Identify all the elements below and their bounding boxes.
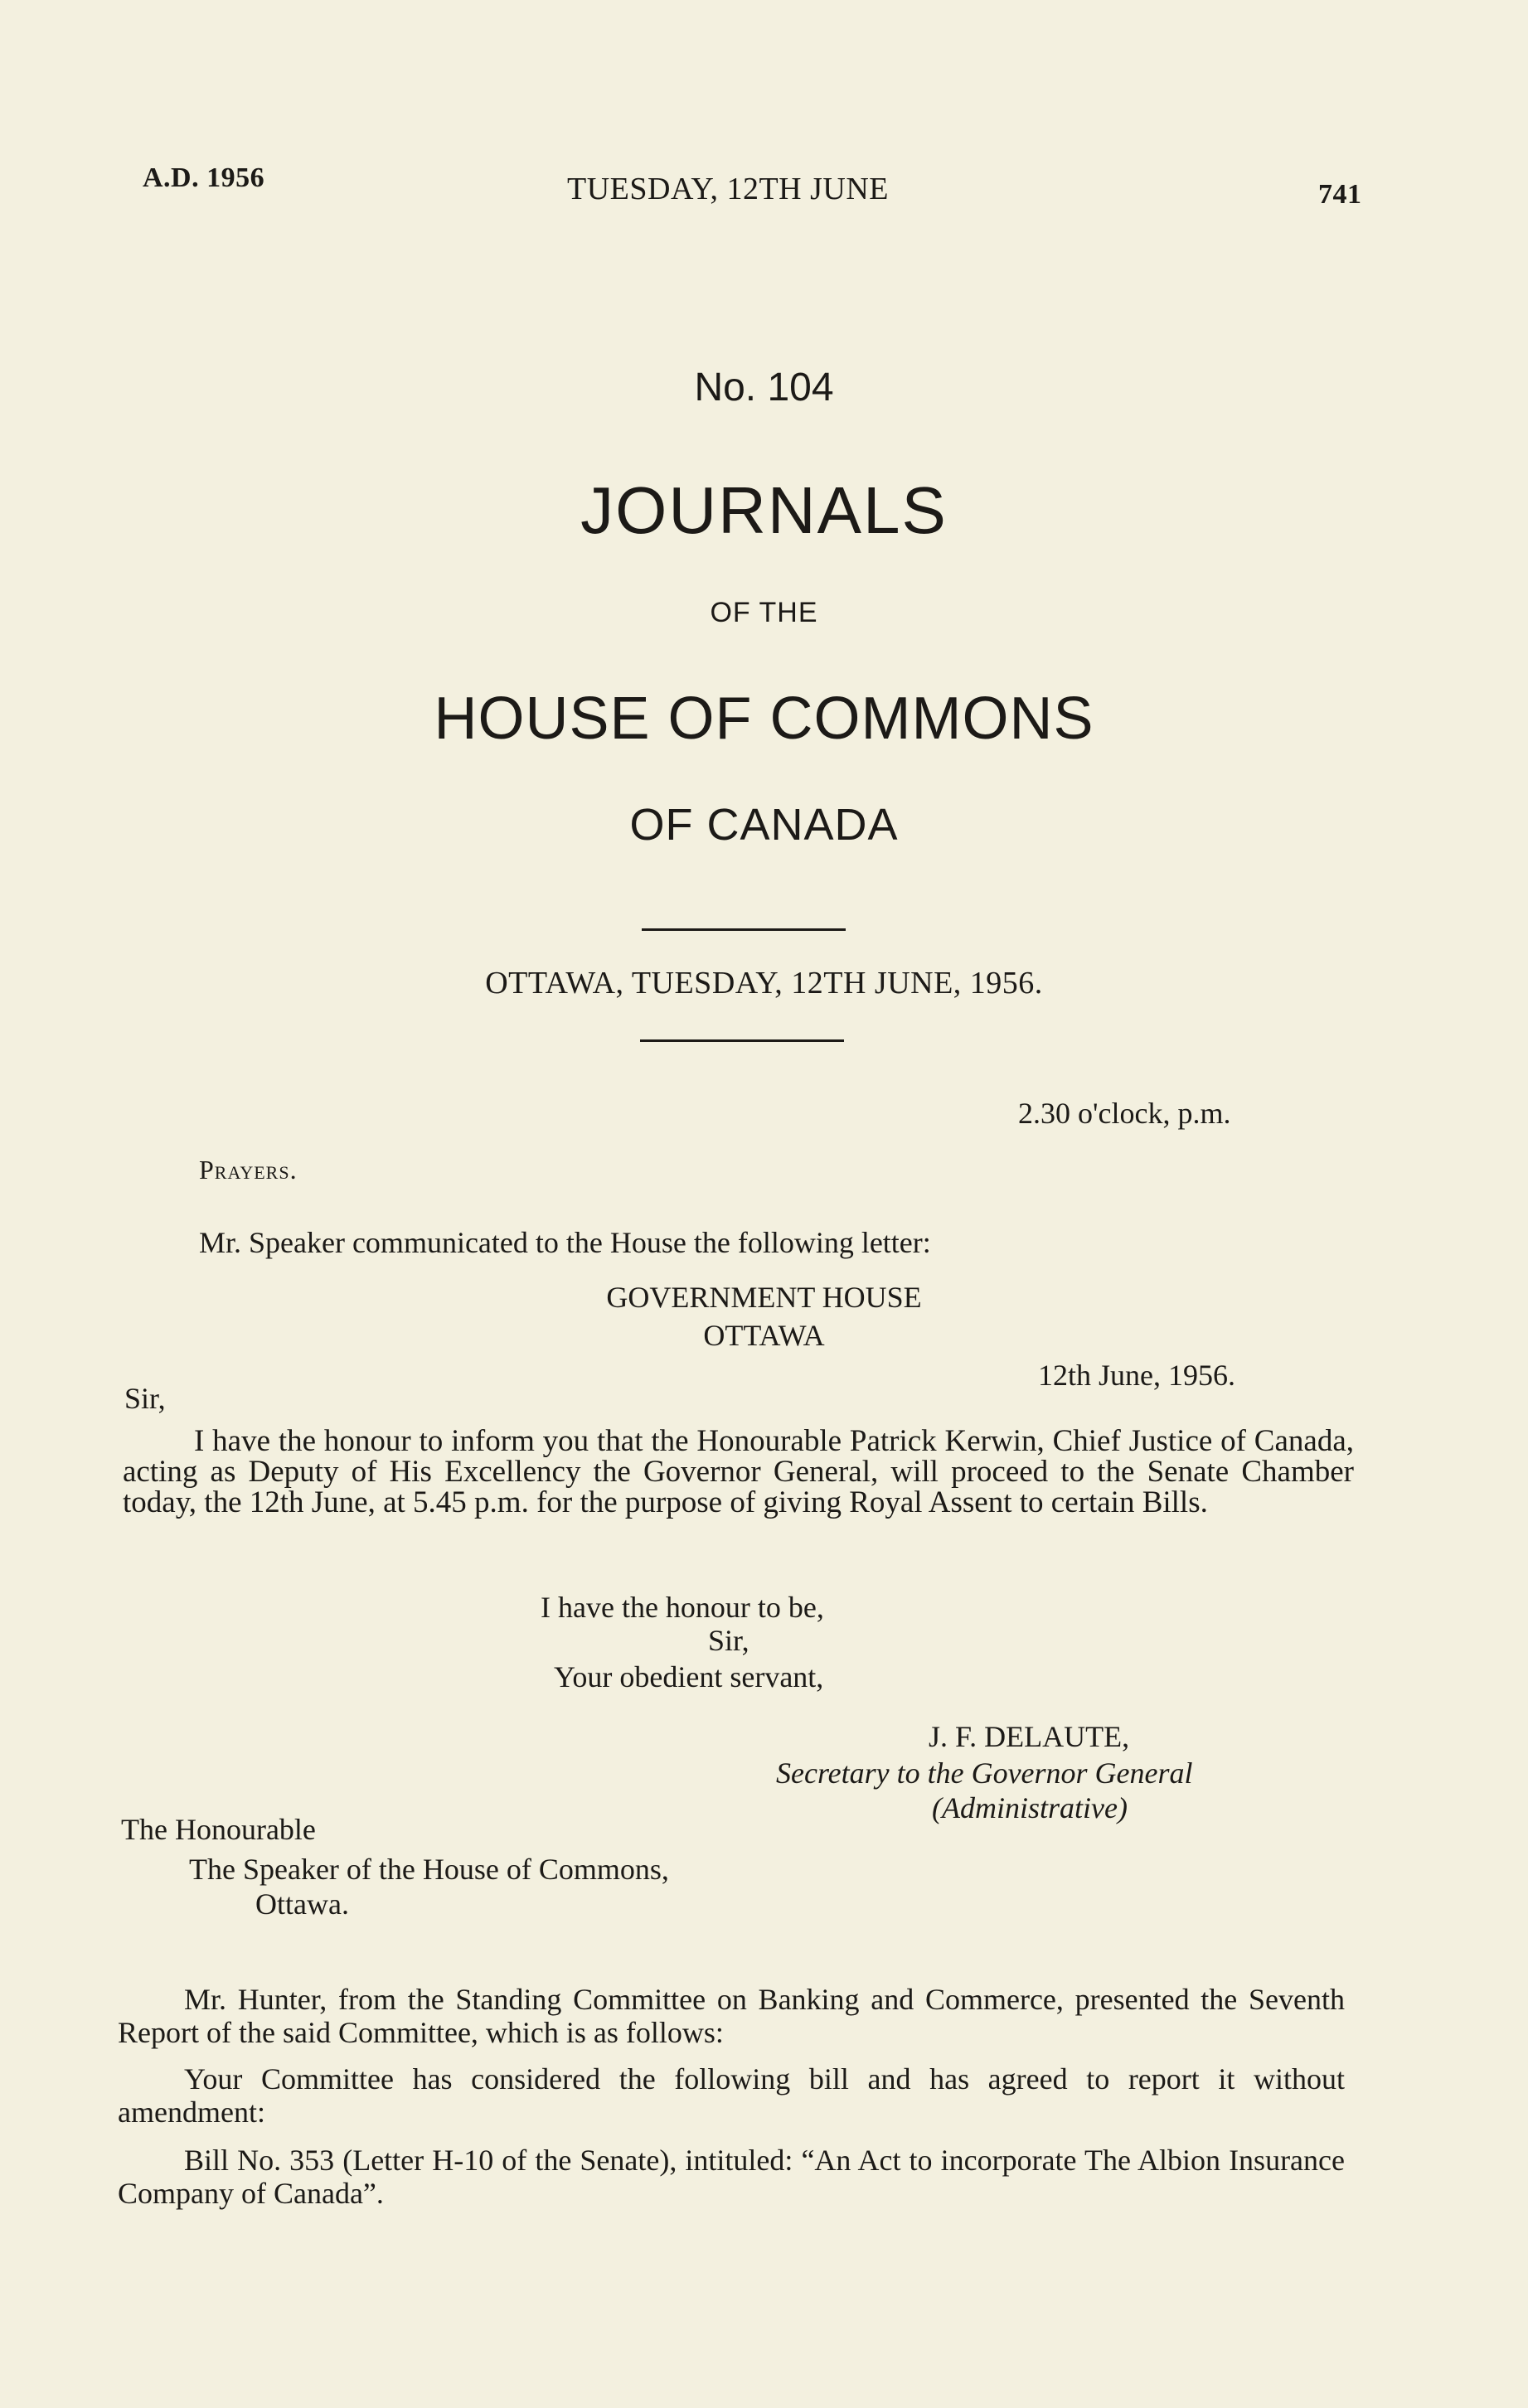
report-paragraph-3 — [118, 2144, 1345, 2210]
letter-closing-3: Your obedient servant, — [554, 1660, 824, 1693]
sitting-time: 2.30 o'clock, p.m. — [1018, 1097, 1231, 1130]
signature-title: Secretary to the Governor General — [776, 1756, 1193, 1790]
letter-salutation: Sir, — [124, 1382, 166, 1415]
letter-date: 12th June, 1956. — [1038, 1359, 1235, 1392]
addressee-line-3: Ottawa. — [255, 1887, 349, 1921]
letter-closing-1: I have the honour to be, — [541, 1591, 824, 1624]
addressee-line-1: The Honourable — [121, 1813, 316, 1846]
report-paragraph-2 — [118, 2062, 1345, 2129]
prayers-label: Prayers. — [199, 1155, 298, 1185]
report-paragraph-1-text: Mr. Hunter, from the Standing Committee on Banking and Commerce, presented the Seventh Report of the said Committee, which is as follows: — [118, 1983, 1345, 2049]
dateline: OTTAWA, TUESDAY, 12TH JUNE, 1956. — [485, 966, 1043, 1001]
of-the-label: OF THE — [710, 597, 818, 628]
journal-number: No. 104 — [694, 366, 834, 409]
letter-heading-ottawa: OTTAWA — [703, 1319, 825, 1352]
speaker-intro: Mr. Speaker communicated to the House the following letter: — [199, 1226, 931, 1259]
letter-heading-government-house: GOVERNMENT HOUSE — [606, 1281, 922, 1314]
report-paragraph-1 — [118, 1983, 1345, 2049]
letter-body-text: I have the honour to inform you that the Honourable Patrick Kerwin, Chief Justice of Canada, acting as Deputy of His Excellency the Governor General, will proceed to the Senate Chamber today, the 12th June, at 5.45 p.m. for the purpose of giving Royal Assent to certain Bills. — [123, 1424, 1354, 1519]
addressee-line-2: The Speaker of the House of Commons, — [189, 1853, 669, 1886]
page-number: 741 — [1318, 179, 1362, 210]
divider-rule-top — [642, 928, 846, 931]
signature-name: J. F. DELAUTE, — [929, 1720, 1130, 1753]
signature-title-administrative: (Administrative) — [932, 1791, 1128, 1824]
report-paragraph-2-text: Your Committee has considered the following bill and has agreed to report it without amendment: — [118, 2062, 1345, 2129]
report-paragraph-3-text: Bill No. 353 (Letter H-10 of the Senate), intituled: “An Act to incorporate The Albion Insurance Company of Canada”. — [118, 2144, 1345, 2210]
house-of-commons-title: HOUSE OF COMMONS — [434, 686, 1094, 752]
divider-rule-bottom — [640, 1039, 844, 1042]
of-canada-title: OF CANADA — [629, 800, 899, 850]
header-year: A.D. 1956 — [143, 162, 265, 193]
letter-body — [123, 1426, 1354, 1518]
letter-closing-2: Sir, — [708, 1624, 749, 1657]
journals-title: JOURNALS — [580, 473, 948, 547]
header-date: TUESDAY, 12TH JUNE — [567, 172, 889, 206]
